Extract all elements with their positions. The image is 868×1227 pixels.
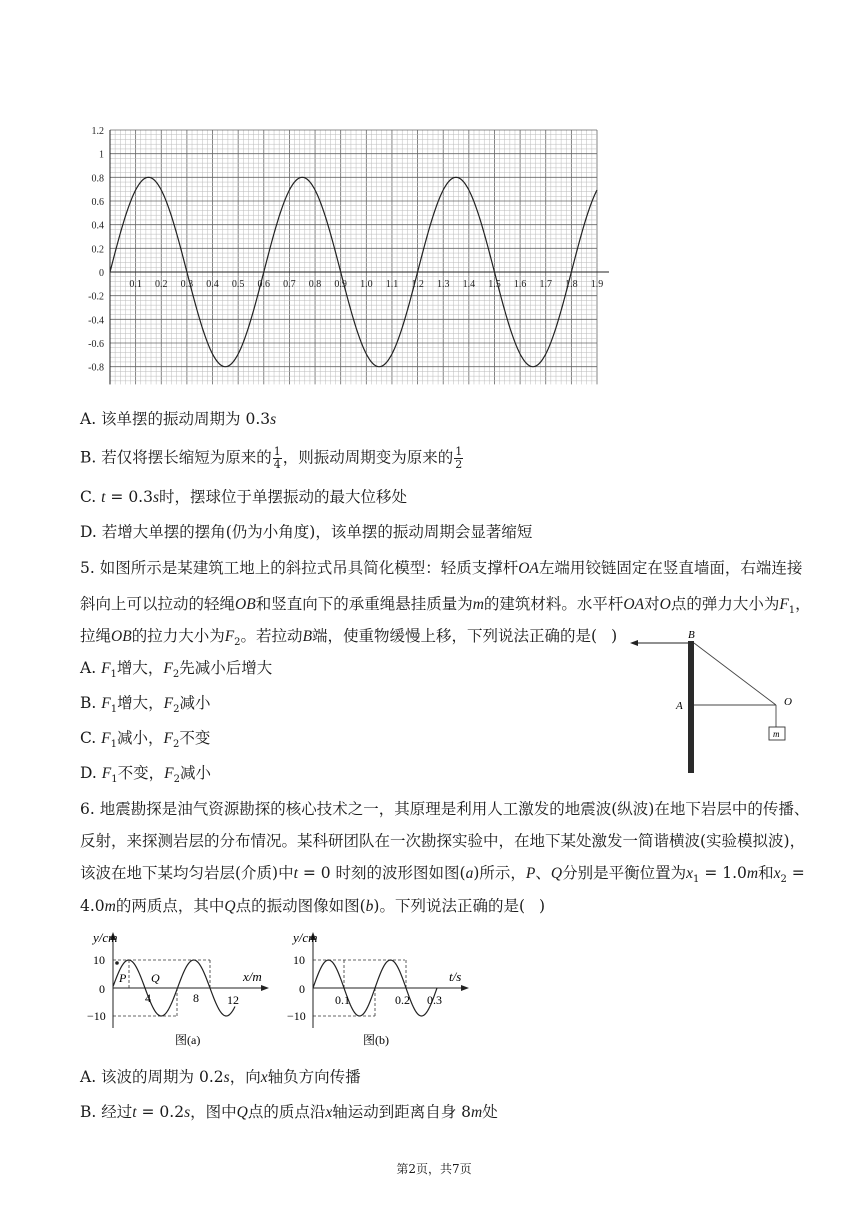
chart-y-ticks (88, 126, 104, 374)
label-a: A (676, 700, 683, 712)
y-tick-label: -0.6 (88, 339, 104, 350)
q5-stem-line1: 5. 如图所示是某建筑工地上的斜拉式吊具简化模型：轻质支撑杆OA左端用铰链固定在竖直墙面，右端连接 (80, 559, 803, 577)
crane-diagram (628, 625, 803, 780)
x-tick-label: 0.3 (180, 279, 194, 290)
q6-option-a: A. 该波的周期为 0.2s，向x轴负方向传播 (80, 1068, 361, 1086)
x-tick-label: 0.5 (231, 279, 245, 290)
label-q: Q (151, 971, 160, 985)
fig-b-y10: 10 (293, 953, 305, 967)
fig-b-t1: 0.1 (335, 993, 350, 1007)
wall-post (688, 641, 694, 773)
fig-b-yneg10: −10 (287, 1009, 306, 1023)
x-tick-label: 1.8 (565, 279, 578, 290)
fig-a-x8: 8 (193, 991, 199, 1005)
y-tick-label: 1.2 (91, 126, 104, 137)
x-tick-label: 1.6 (513, 279, 527, 290)
q5-option-b: B. $F_1$增大，$F_2$减小 (80, 694, 211, 716)
x-tick-label: 1.5 (488, 279, 501, 290)
x-tick-label: 1.3 (436, 279, 450, 290)
y-tick-label: 0.4 (91, 220, 104, 232)
fig-a-yneg10: −10 (87, 1009, 106, 1023)
fig-a-ylabel: y/cm (93, 930, 118, 945)
x-tick-label: 0.4 (206, 279, 219, 290)
x-tick-label: 1.2 (411, 279, 424, 290)
chart-x-ticks (129, 279, 603, 290)
fraction-one-quarter: $\frac{1}{4}$ (273, 445, 281, 471)
t-arrow-icon (461, 985, 469, 991)
wave-figure-a (85, 928, 275, 1053)
x-tick-label: 0.6 (257, 279, 271, 290)
q6-stem-line1: 6. 地震勘探是油气资源勘探的核心技术之一，其原理是利用人工激发的地震波(纵波)在地下岩层中的传播、 (80, 800, 810, 818)
q6-stem-line4: 4.0m的两质点，其中Q点的振动图像如图(b)。下列说法正确的是( ) (80, 897, 546, 915)
q5-option-a: A. $F_1$增大，$F_2$先减小后增大 (80, 659, 273, 681)
q4-option-b: B. 若仅将摆长缩短为原来的 $\frac{1}{4}$ ，则振动周期变为原来的 $\frac{1}{2}$ (80, 445, 463, 471)
y-tick-label: 1 (99, 149, 104, 161)
x-tick-label: 1.7 (539, 279, 552, 290)
x-tick-label: 1.4 (462, 279, 476, 290)
fig-a-x4: 4 (145, 991, 151, 1005)
wave-figure-b (285, 928, 475, 1053)
arrow-head-icon (630, 640, 638, 646)
q6-option-b: B. 经过t = 0.2s，图中Q点的质点沿x轴运动到距离自身 8m处 (80, 1103, 498, 1121)
fig-a-caption: 图(a) (175, 1033, 201, 1047)
y-tick-label: 0 (99, 268, 104, 279)
label-p: P (119, 971, 127, 985)
x-tick-label: 1.1 (385, 279, 399, 290)
x-tick-label: 0.9 (334, 279, 347, 290)
q5-option-c: C. $F_1$减小，$F_2$不变 (80, 729, 211, 751)
fig-a-xlabel: x/m (243, 969, 262, 984)
point-p-dot (115, 961, 119, 965)
fig-a-y10: 10 (93, 953, 105, 967)
fig-b-caption: 图(b) (363, 1033, 389, 1047)
fig-b-y0: 0 (299, 982, 305, 996)
oscillation-chart (60, 120, 620, 405)
y-tick-label: 0.6 (91, 197, 104, 208)
fig-a-x12: 12 (227, 993, 239, 1007)
fig-b-t3: 0.3 (427, 993, 442, 1007)
x-tick-label: 1.9 (590, 279, 604, 290)
fig-b-t2: 0.2 (395, 993, 410, 1007)
chart-grid (110, 130, 609, 384)
q5-stem-line2: 斜向上可以拉动的轻绳OB和竖直向下的承重绳悬挂质量为m的建筑材料。水平杆OA对O点的弹力大小为$F_1$， (80, 595, 811, 617)
y-tick-label: -0.8 (88, 362, 104, 374)
fraction-one-half: $\frac{1}{2}$ (455, 445, 463, 471)
x-tick-label: 0.8 (308, 279, 322, 290)
q4-option-c: C. t = 0.3s时，摆球位于单摆振动的最大位移处 (80, 488, 408, 506)
x-tick-label: 0.7 (283, 279, 296, 290)
x-tick-label: 1.0 (360, 279, 373, 290)
y-tick-label: 0.8 (91, 173, 104, 185)
y-tick-label: 0.2 (91, 244, 104, 256)
q4-option-d: D. 若增大单摆的摆角(仍为小角度)，该单摆的振动周期会显著缩短 (80, 523, 533, 541)
x-tick-label: 0.1 (129, 279, 142, 290)
label-o: O (784, 696, 792, 708)
fig-b-ylabel: y/cm (293, 930, 318, 945)
x-tick-label: 0.2 (155, 279, 168, 290)
fig-b-xlabel: t/s (449, 969, 462, 984)
rope-ob (694, 643, 776, 705)
label-b: B (688, 629, 695, 641)
q5-option-d: D. $F_1$不变，$F_2$减小 (80, 764, 211, 786)
page-footer: 第2页，共7页 (396, 1162, 472, 1176)
q5-stem-line3: 拉绳OB的拉力大小为$F_2$。若拉动B端，使重物缓慢上移，下列说法正确的是( ) (80, 627, 618, 649)
q6-stem-line3: 该波在地下某均匀岩层(介质)中t = 0 时刻的波形图如图(a)所示，P、Q分别是平衡位置为$x_1 = 1.0m$和$x_2$ = (80, 864, 805, 886)
y-tick-label: -0.4 (88, 315, 104, 327)
fig-a-y0: 0 (99, 982, 105, 996)
q4-option-a: A. 该单摆的振动周期为 0.3s (80, 410, 277, 428)
label-m: m (773, 729, 780, 739)
y-tick-label: -0.2 (88, 291, 104, 303)
x-arrow-icon (261, 985, 269, 991)
q6-stem-line2: 反射，来探测岩层的分布情况。某科研团队在一次勘探实验中，在地下某处激发一简谐横波(实验模拟波)， (80, 832, 806, 850)
